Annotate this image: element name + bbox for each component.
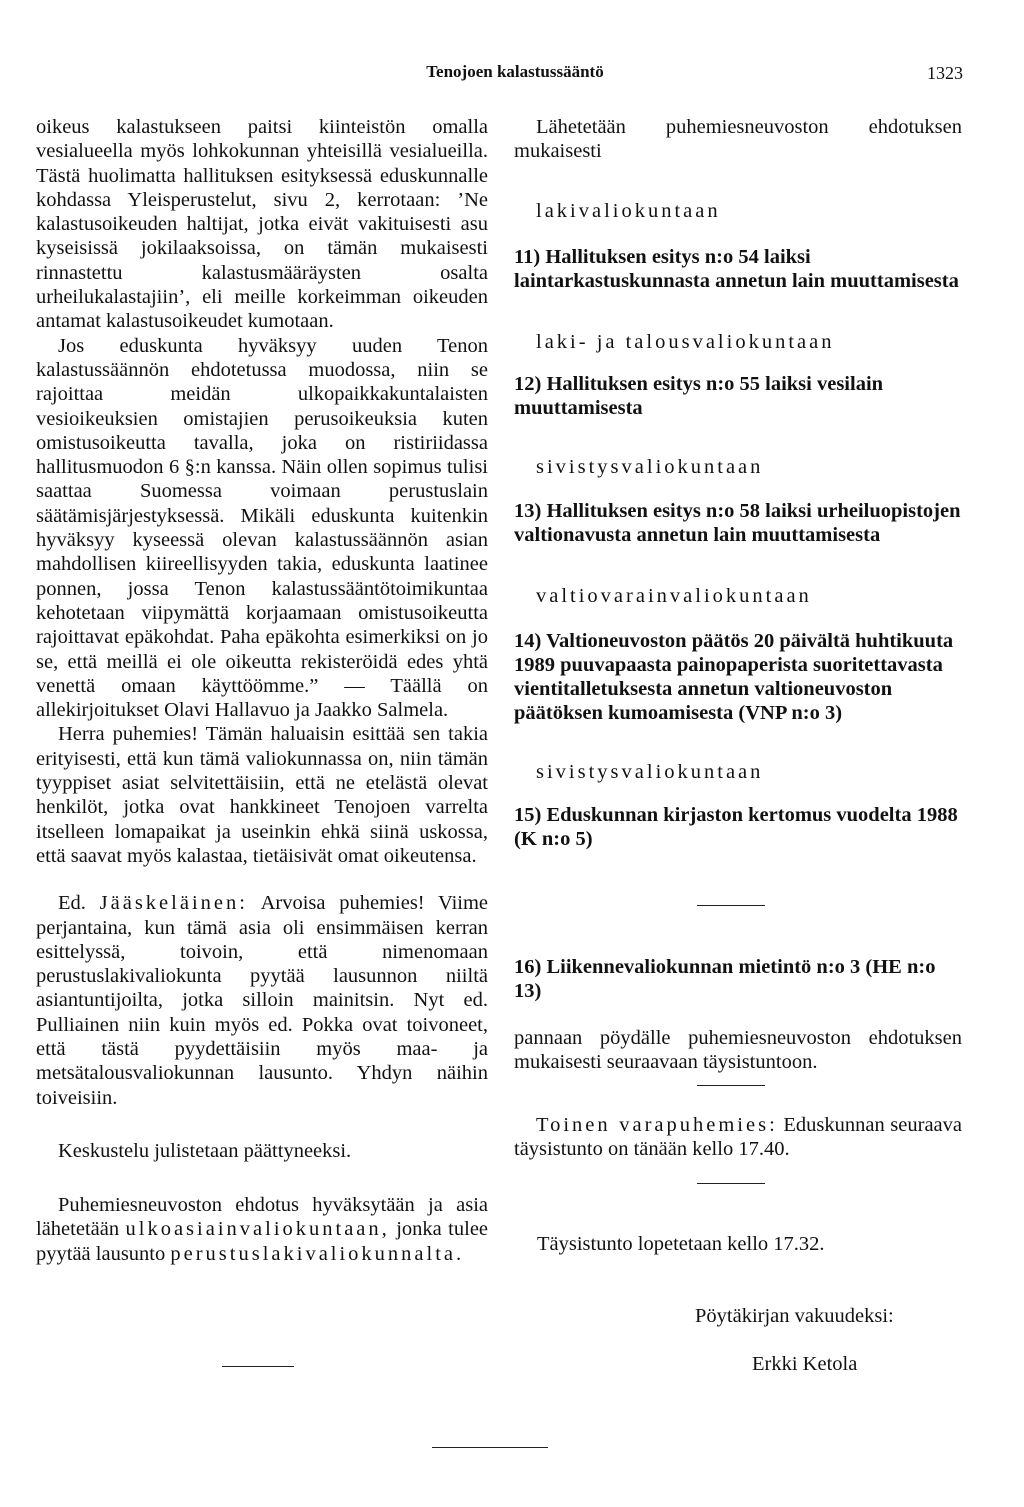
left-paragraph-4 [36,891,488,1110]
right-column [514,115,962,852]
attestation-label: Pöytäkirjan vakuudeksi: [695,1305,894,1327]
section-divider [222,1366,294,1367]
committee-foreign-affairs: ulkoasiainvaliokuntaan, [125,1218,390,1241]
section-divider [697,905,765,906]
next-session-notice [514,1113,962,1162]
section-divider [697,1183,765,1184]
committee-heading-3: sivistysvaliokuntaan [536,456,764,479]
committee-heading-2: laki- ja talousvaliokuntaan [536,331,835,354]
speaker-name: Jääskeläinen: [99,892,248,915]
right-lower [514,955,962,1074]
agenda-item-12: 12) Hallituksen esitys n:o 55 laiksi vesilain muuttamisesta [514,372,884,420]
committee-heading-5: sivistysvaliokuntaan [536,760,764,783]
discussion-closed: Keskustelu julistetaan päättyneeksi. [58,1139,352,1162]
agenda-item-14: 14) Valtioneuvoston päätös 20 päivältä huhtikuuta 1989 puuvapaasta painopaperista suoritettavasta vientitalletuksesta annetun valtioneuvoston päätöksen kumoamisesta (VNP n:o 3) [514,629,954,725]
left-paragraph-1: oikeus kalastukseen paitsi kiinteistön omalla vesialueella myös lohkokunnan yhteisillä vesialueilla. Tästä huolimatta hallituksen esityksessä eduskunnalle kohdassa Yleisperustelut, sivu 2, kerrotaan: ’Ne kalastusoikeuden haltijat, jotka eivät vakituisesti asu kyseisissä jokilaaksoissa, on tämän mukaisesti rinnastettu kalastusmääräysten osalta urheilukalastajiin’, eli meille korkeimman oikeuden antamat kalastusoikeudet kumotaan. [36,116,488,333]
agenda-item-16-decision: pannaan pöydälle puhemiesneuvoston ehdotuksen mukaisesti seuraavaan täysistuntoon. [514,1026,962,1073]
agenda-item-13: 13) Hallituksen esitys n:o 58 laiksi urheiluopistojen valtionavusta annetun lain muuttamisesta [514,499,961,546]
left-paragraph-2: Jos eduskunta hyväksyy uuden Tenon kalastussäännön ehdotetussa muodossa, niin se rajoittaa meidän ulkopaikkakuntalaisten vesioikeuksien omistajien perusoikeuksia kuten omistusoikeutta tavalla, joka on ristiriidassa hallitusmuodon 6 §:n kanssa. Näin ollen sopimus tulisi saattaa Suomessa voimaan perustuslain säätämisjärjestyksessä. Mikäli eduskunta kuitenkin hyväksyy kyseessä olevan kalastussäännön asian mahdollisen kiireellisyyden takia, eduskunta laatinee ponnen, jossa Tenon kalastussääntötoimikuntaa kehotetaan viipymättä korjaamaan omistusoikeutta rajoittavat epäkohdat. Paha epäkohta esimerkiksi on jo se, että meillä ei ole oikeutta rekisteröidä edes yhtä venettä omaan käyttöömme.” — Täällä on allekirjoitukset Olavi Hallavuo ja Jaakko Salmela. [36,334,488,722]
left-column [36,115,488,1266]
committee-heading-1: lakivaliokuntaan [536,199,721,222]
proposal-text-b: jonka tulee pyytää lausunto [36,1218,489,1265]
proposal-text-a: Puhemiesneuvoston ehdotus hyväksytään ja asia lähetetään [36,1194,488,1241]
running-header-title: Tenojoen kalastussääntö [426,62,604,81]
agenda-item-11: 11) Hallituksen esitys n:o 54 laiksi laintarkastuskunnasta annetun lain muuttamisesta [514,245,959,293]
page-number: 1323 [927,63,963,83]
speaker-prefix: Ed. [58,892,86,915]
section-divider [697,1085,765,1086]
session-adjourned: Täysistunto lopetetaan kello 17.32. [537,1233,825,1255]
committee-heading-4: valtiovarainvaliokuntaan [536,585,812,608]
referral-intro: Lähetetään puhemiesneuvoston ehdotuksen mukaisesti [514,116,962,163]
page-end-rule [432,1447,548,1448]
left-paragraph-3: Herra puhemies! Tämän haluaisin esittää sen takia erityisesti, että kun tämä valiokunnassa on, niin tämän tyyppiset asiat selvitettäisiin, että ne etelästä olevat henkilöt, jotka ovat hankkineet Tenojoen varrelta itselleen lomapaikat ja useinkin ehkä siinä uskossa, että saavat myös kalastaa, tietäisivät omat oikeutensa. [36,723,488,867]
agenda-item-16: 16) Liikennevaliokunnan mietintö n:o 3 (HE n:o 13) [514,956,936,1003]
committee-constitutional: perustuslakivaliokunnalta. [170,1242,465,1265]
signatory-name: Erkki Ketola [752,1353,858,1375]
speaker-2-name: Toinen varapuhemies: [536,1114,778,1136]
proposal-accepted [36,1193,488,1266]
agenda-item-15: 15) Eduskunnan kirjaston kertomus vuodelta 1988 (K n:o 5) [514,804,958,851]
speech-text: Arvoisa puhemies! Viime perjantaina, kun tämä asia oli ensimmäisen kerran esittelyssä, toivoin, että nimenomaan perustuslakivaliokunta pyytää lausunnon niiltä asiantuntijoilta, jotka silloin mainitsin. Nyt ed. Pulliainen niin kuin myös ed. Pokka ovat toivoneet, että tästä pyydettäisiin myös maa- ja metsätalousvaliokunnan lausunto. Yhdyn näihin toiveisiin. [36,892,489,1109]
speaker-2-text: Eduskunnan seuraava täysistunto on tänään kello 17.40. [514,1114,962,1161]
